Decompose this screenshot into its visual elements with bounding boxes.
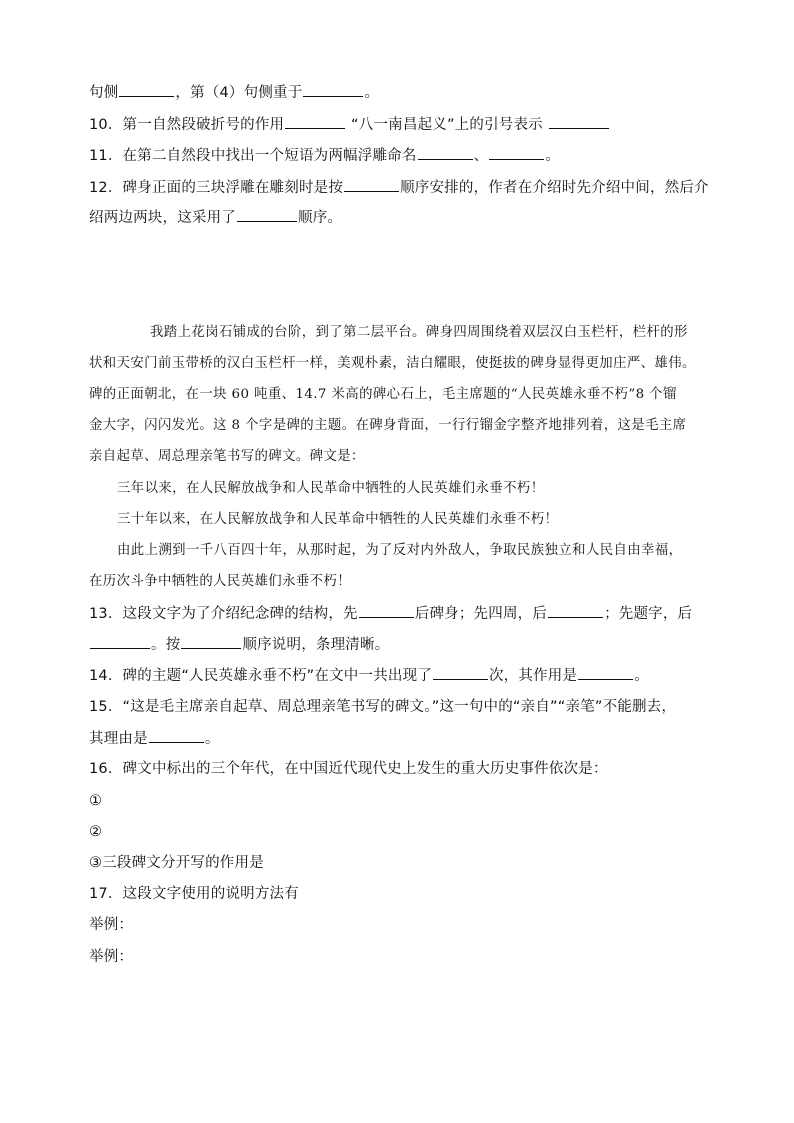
question-16 (89, 759, 608, 779)
text: 16．碑文中标出的三个年代，在中国近代现代史上发生的重大历史事件依次是： (89, 761, 608, 777)
answer-blank[interactable] (237, 207, 297, 222)
answer-item-3: ③三段碑文分开写的作用是 (89, 855, 264, 871)
text: 12．碑身正面的三块浮雕在雕刻时是按 (89, 180, 344, 196)
text: ；先题字，后 (604, 606, 693, 622)
text: 绍两边两块，这采用了 (89, 210, 236, 226)
passage-line: 我踏上花岗石铺成的台阶，到了第二层平台。碑身四周围绕着双层汉白玉栏杆，栏杆的形 (150, 325, 688, 340)
answer-blank[interactable] (359, 603, 414, 618)
question-12-continued (89, 207, 342, 228)
inscription-line: 三年以来，在人民解放战争和人民革命中牺牲的人民英雄们永垂不朽！ (117, 481, 545, 496)
text: 。 (545, 148, 560, 164)
question-17: 17．这段文字使用的说明方法有 (89, 886, 299, 902)
inscription-line: 三十年以来，在人民解放战争和人民革命中牺牲的人民英雄们永垂不朽！ (117, 512, 559, 527)
text: 。 (364, 85, 380, 101)
question-10 (89, 114, 610, 135)
passage-line: 状和天安门前玉带桥的汉白玉栏杆一样，美观朴素，洁白耀眼，使挺拔的碑身显得更加庄严、雄伟。 (89, 356, 696, 371)
answer-blank[interactable] (548, 603, 603, 618)
question-11 (89, 145, 560, 166)
passage-line: 亲自起草、周总理亲笔书写的碑文。碑文是： (89, 449, 365, 464)
question-15-continued (89, 728, 220, 749)
answer-blank[interactable] (418, 145, 473, 160)
text: 。按 (151, 637, 181, 653)
answer-blank[interactable] (344, 177, 399, 192)
text: “八一南昌起义”上的引号表示 (346, 117, 548, 133)
question-9-continuation (89, 82, 379, 103)
inscription-line: 在历次斗争中牺牲的人民英雄们永垂不朽！ (89, 574, 352, 589)
text: 次，其作用是 (488, 668, 578, 684)
passage-line: 金大字，闪闪发光。这 8 个字是碑的主题。在碑身背面，一行行镏金字整齐地排列着，这是毛主席 (89, 418, 687, 433)
example-line: 举例： (89, 917, 134, 933)
question-15 (89, 697, 676, 717)
answer-blank[interactable] (90, 634, 150, 649)
text: 句侧 (89, 85, 119, 101)
text: ，第（4）句侧重于 (175, 85, 303, 101)
answer-blank[interactable] (489, 145, 544, 160)
example-line: 举例： (89, 949, 134, 965)
passage-line: 碑的正面朝北，在一块 60 吨重、14.7 米高的碑心石上，毛主席题的“人民英雄永垂不朽”8 个镏 (89, 387, 677, 402)
answer-blank[interactable] (578, 665, 633, 680)
answer-blank[interactable] (549, 114, 609, 129)
text: 顺序安排的，作者在介绍时先介绍中间，然后介 (400, 180, 709, 196)
answer-blank[interactable] (181, 634, 241, 649)
text: 。 (204, 731, 220, 747)
question-13 (89, 603, 692, 624)
text: 、 (473, 148, 489, 164)
inscription-line: 由此上溯到一千八百四十年，从那时起，为了反对内外敌人，争取民族独立和人民自由幸福， (117, 543, 683, 558)
answer-blank[interactable] (285, 114, 345, 129)
answer-item-1: ① (89, 793, 103, 809)
text: 14．碑的主题“人民英雄永垂不朽”在文中一共出现了 (89, 668, 432, 684)
question-14 (89, 665, 649, 686)
text: 。 (634, 668, 649, 684)
answer-item-2: ② (89, 824, 103, 840)
text: 后碑身；先四周，后 (414, 606, 548, 622)
answer-blank[interactable] (119, 82, 174, 97)
answer-blank[interactable] (433, 665, 488, 680)
text: 顺序说明，条理清晰。 (242, 637, 390, 653)
answer-blank[interactable] (149, 728, 204, 743)
text: 11．在第二自然段中找出一个短语为两幅浮雕命名 (89, 148, 417, 164)
text: 10．第一自然段破折号的作用 (89, 117, 285, 133)
text: 顺序。 (298, 210, 343, 226)
question-13-continued (89, 634, 389, 655)
text: 15．“这是毛主席亲自起草、周总理亲笔书写的碑文。”这一句中的“亲自”“亲笔”不能删去， (89, 699, 677, 715)
text: 13．这段文字为了介绍纪念碑的结构，先 (89, 606, 358, 622)
answer-blank[interactable] (303, 82, 363, 97)
question-12 (89, 177, 709, 198)
text: 其理由是 (89, 731, 148, 747)
